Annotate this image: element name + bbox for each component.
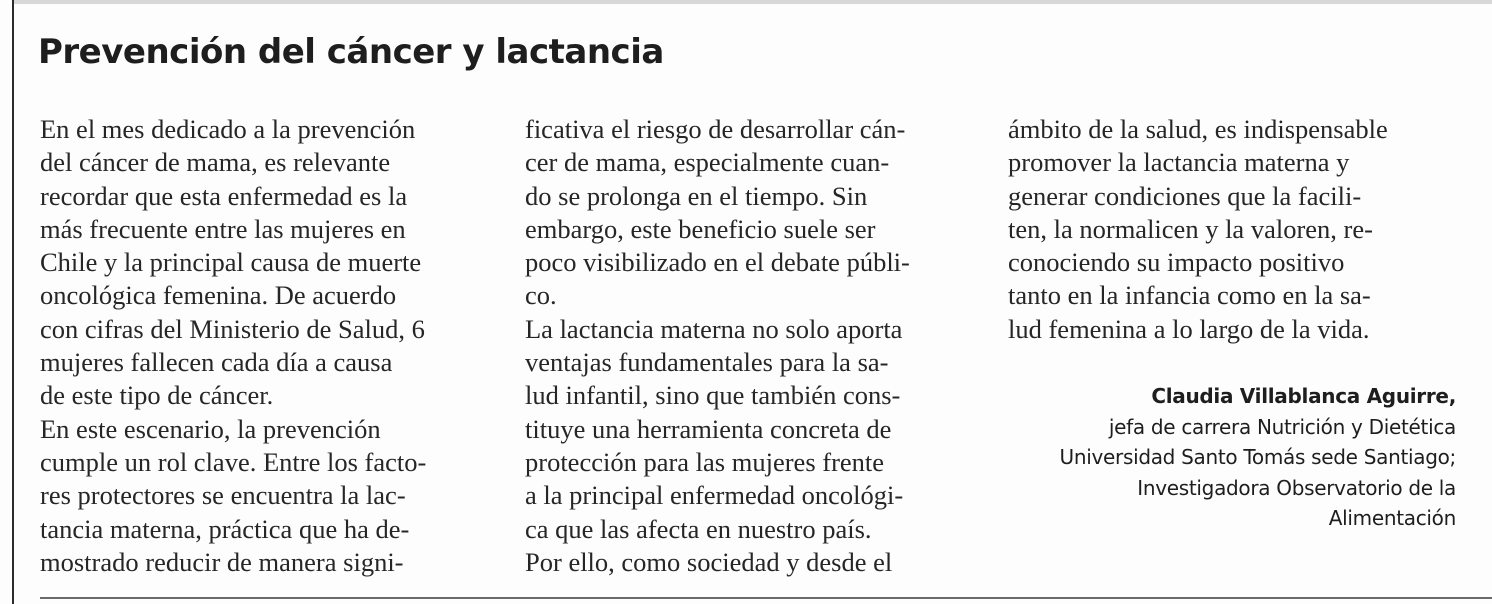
body-line: Por ello, como sociedad y desde el bbox=[525, 546, 893, 577]
author-name: Claudia Villablanca Aguirre, bbox=[1151, 384, 1456, 408]
body-line: poco visibilizado en el debate públi- bbox=[525, 247, 910, 278]
article-title: Prevención del cáncer y lactancia bbox=[38, 32, 664, 72]
top-divider bbox=[14, 0, 1492, 4]
body-line: ámbito de la salud, es indispensable bbox=[1008, 114, 1388, 144]
body-line: co. bbox=[525, 280, 557, 311]
body-line: embargo, este beneficio suele ser bbox=[525, 213, 876, 244]
body-line: ca que las afecta en nuestro país. bbox=[525, 513, 872, 544]
body-line: recordar que esta enfermedad es la bbox=[40, 180, 408, 211]
article-column-1 bbox=[40, 113, 500, 579]
body-line: de este tipo de cáncer. bbox=[40, 380, 274, 411]
author-affiliation: Investigadora Observatorio de la bbox=[1137, 475, 1456, 500]
body-line: cer de mama, especialmente cuan- bbox=[525, 147, 890, 178]
body-line: protección para las mujeres frente bbox=[525, 446, 885, 477]
author-institution: Universidad Santo Tomás sede Santiago; bbox=[1059, 445, 1456, 469]
body-line: La lactancia materna no solo aporta bbox=[525, 313, 903, 344]
body-line: En este escenario, la prevención bbox=[40, 413, 381, 444]
body-line: Chile y la principal causa de muerte bbox=[40, 247, 422, 278]
body-line: lud infantil, sino que también cons- bbox=[525, 380, 901, 411]
body-line: del cáncer de mama, es relevante bbox=[40, 147, 391, 178]
body-line: con cifras del Ministerio de Salud, 6 bbox=[40, 313, 425, 344]
body-line: ficativa el riesgo de desarrollar cán- bbox=[525, 114, 906, 144]
author-affiliation-cont: Alimentación bbox=[1328, 506, 1456, 530]
body-line: promover la lactancia materna y bbox=[1008, 147, 1350, 178]
article-column-2 bbox=[525, 113, 985, 579]
article-column-3 bbox=[1008, 113, 1468, 346]
body-line: mujeres fallecen cada día a causa bbox=[40, 347, 393, 378]
body-line: ten, la normalicen y la valoren, re- bbox=[1008, 213, 1373, 244]
body-line: mostrado reducir de manera signi- bbox=[40, 546, 404, 577]
body-line: tancia materna, práctica que ha de- bbox=[40, 513, 410, 544]
body-line: tanto en la infancia como en la sa- bbox=[1008, 280, 1371, 311]
left-column-rule bbox=[12, 0, 14, 604]
body-line: do se prolonga en el tiempo. Sin bbox=[525, 180, 868, 211]
body-line: lud femenina a lo largo de la vida. bbox=[1008, 313, 1370, 344]
body-line: conociendo su impacto positivo bbox=[1008, 247, 1345, 278]
body-line: tituye una herramienta concreta de bbox=[525, 413, 892, 444]
body-line: a la principal enfermedad oncológi- bbox=[525, 480, 904, 511]
body-line: oncológica femenina. De acuerdo bbox=[40, 280, 397, 311]
body-line: más frecuente entre las mujeres en bbox=[40, 213, 406, 244]
body-line: res protectores se encuentra la lac- bbox=[40, 480, 406, 511]
body-line: generar condiciones que la facili- bbox=[1008, 180, 1362, 211]
bottom-divider bbox=[40, 597, 1492, 599]
author-role: jefa de carrera Nutrición y Dietética bbox=[1108, 414, 1456, 439]
body-line: cumple un rol clave. Entre los facto- bbox=[40, 446, 427, 477]
body-line: ventajas fundamentales para la sa- bbox=[525, 347, 889, 378]
author-signature bbox=[1060, 381, 1456, 534]
body-line: En el mes dedicado a la prevención bbox=[40, 114, 416, 144]
